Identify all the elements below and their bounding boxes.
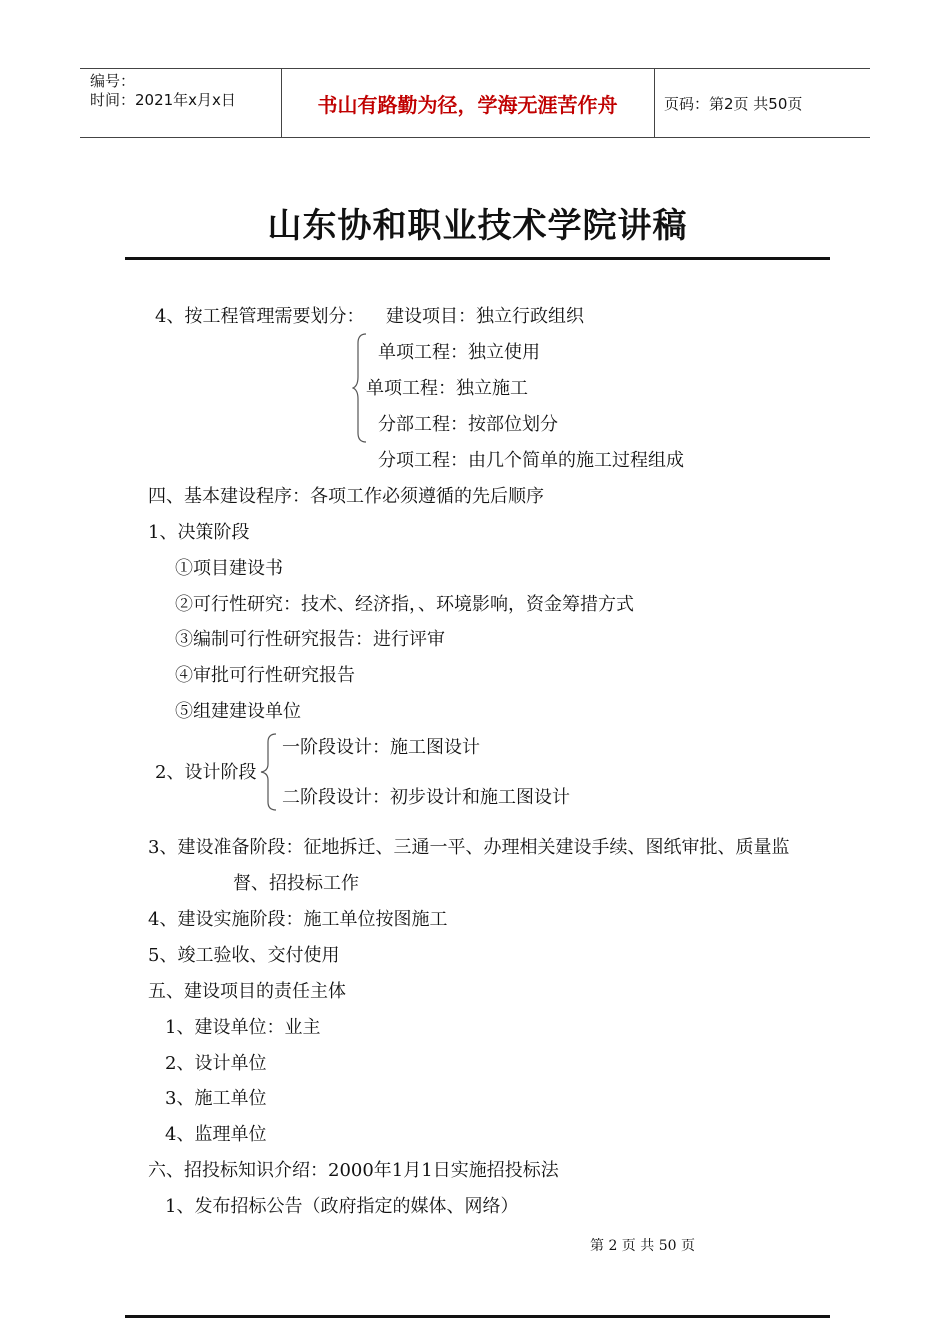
body-line: 督、招投标工作 xyxy=(233,873,359,894)
list-item: ⑤组建建设单位 xyxy=(175,701,301,722)
body-line: 1、决策阶段 xyxy=(148,522,250,543)
header-left-cell xyxy=(90,69,280,137)
bottom-rule xyxy=(125,1315,830,1318)
body-line: 4、建设实施阶段：施工单位按图施工 xyxy=(148,909,448,930)
title-underline xyxy=(125,257,830,260)
list-item: 4、监理单位 xyxy=(165,1124,267,1145)
header-table xyxy=(80,68,870,138)
list-item: 1、发布招标公告（政府指定的媒体、网络） xyxy=(165,1196,519,1217)
list-item: ④审批可行性研究报告 xyxy=(175,665,355,686)
document-time-label: 时间：2021年x月x日 xyxy=(90,91,236,109)
body-line: 5、竣工验收、交付使用 xyxy=(148,945,340,966)
body-line: 分部工程：按部位划分 xyxy=(378,414,558,435)
list-item: 1、建设单位：业主 xyxy=(165,1017,321,1038)
body-line: 3、建设准备阶段：征地拆迁、三通一平、办理相关建设手续、图纸审批、质量监 xyxy=(148,837,790,858)
header-page-info: 页码：第2页 共50页 xyxy=(664,94,803,113)
list-item: ①项目建设书 xyxy=(175,558,283,579)
page-title: 山东协和职业技术学院讲稿 xyxy=(267,206,688,246)
left-brace-icon xyxy=(260,733,278,811)
list-item: 3、施工单位 xyxy=(165,1088,267,1109)
body-line: 建设项目：独立行政组织 xyxy=(386,306,584,327)
list-item: 2、设计单位 xyxy=(165,1053,267,1074)
section-heading: 四、基本建设程序：各项工作必须遵循的先后顺序 xyxy=(148,486,544,507)
document-number-label: 编号： xyxy=(90,72,136,90)
body-line: 4、按工程管理需要划分： xyxy=(155,306,365,327)
header-motto: 书山有路勤为径，学海无涯苦作舟 xyxy=(317,92,618,117)
section-heading: 六、招投标知识介绍：2000年1月1日实施招投标法 xyxy=(148,1160,559,1181)
body-line: 一阶段设计：施工图设计 xyxy=(282,737,480,758)
body-line: 2、设计阶段 xyxy=(155,762,257,783)
body-line: 二阶段设计：初步设计和施工图设计 xyxy=(282,787,570,808)
header-divider xyxy=(654,69,655,137)
list-item: ②可行性研究：技术、经济指，、环境影响，资金筹措方式 xyxy=(175,594,634,615)
page-footer: 第 2 页 共 50 页 xyxy=(590,1238,695,1254)
body-line: 分项工程：由几个简单的施工过程组成 xyxy=(378,450,684,471)
section-heading: 五、建设项目的责任主体 xyxy=(148,981,346,1002)
body-line: 单项工程：独立使用 xyxy=(378,342,540,363)
body-line: 单项工程：独立施工 xyxy=(366,378,528,399)
list-item: ③编制可行性研究报告：进行评审 xyxy=(175,629,445,650)
